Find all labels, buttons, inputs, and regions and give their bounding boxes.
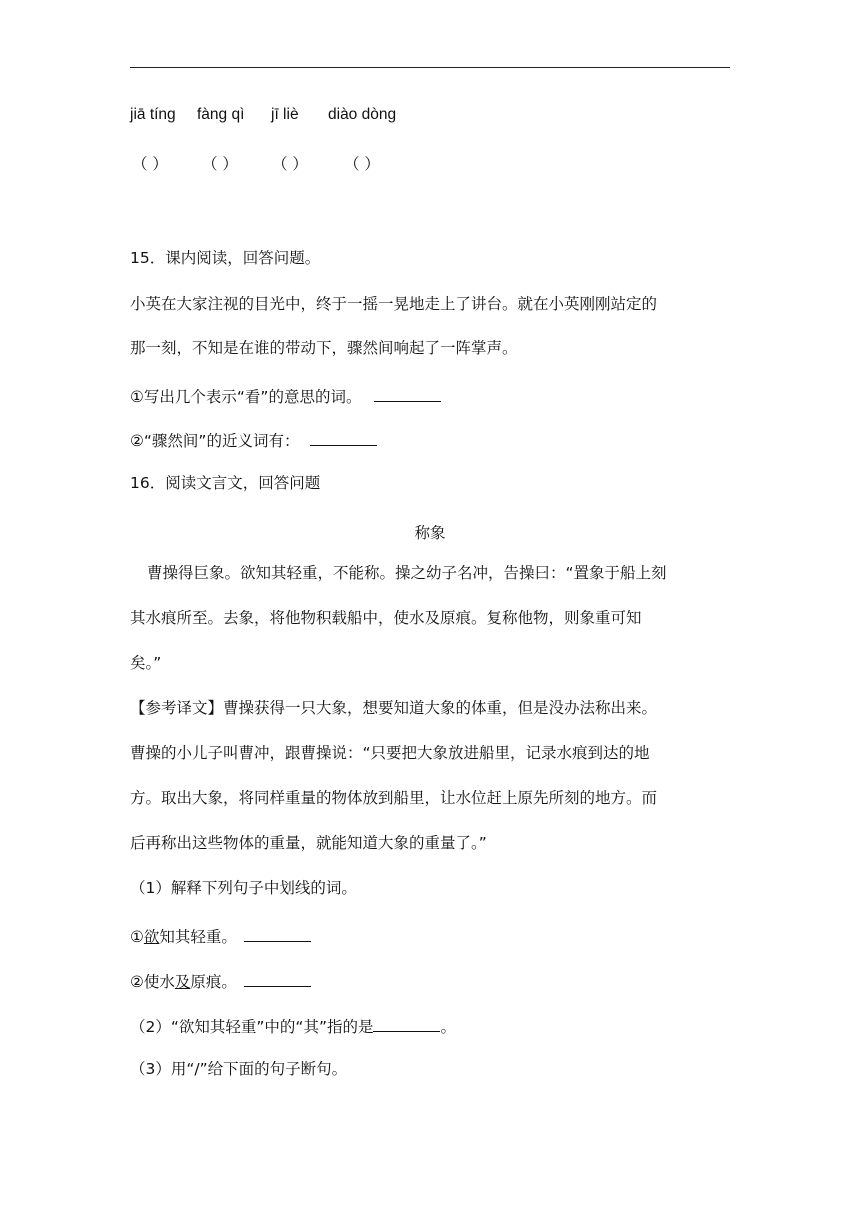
sub-question-1: （1）解释下列句子中划线的词。 bbox=[130, 879, 357, 897]
sub-question-2 bbox=[130, 1017, 456, 1036]
sub-question-1b bbox=[130, 972, 311, 991]
q15-heading: 15．课内阅读，回答问题。 bbox=[130, 249, 321, 267]
classical-text-line-3: 矣。” bbox=[130, 654, 162, 672]
sub-question-3: （3）用“/”给下面的句子断句。 bbox=[130, 1060, 348, 1078]
answer-blank[interactable] bbox=[374, 387, 441, 402]
q15-item-1 bbox=[130, 387, 441, 406]
item-text: ②使水 bbox=[130, 973, 175, 991]
item-text: 知其轻重。 bbox=[159, 928, 237, 946]
classical-text-line-1: 曹操得巨象。欲知其轻重，不能称。操之幼子名冲，告操曰：“置象于船上刻 bbox=[147, 564, 667, 582]
sub-question-1a bbox=[130, 927, 311, 946]
q15-passage-line-2: 那一刻，不知是在谁的带动下，骤然间响起了一阵掌声。 bbox=[130, 339, 518, 357]
answer-blank[interactable] bbox=[310, 431, 377, 446]
translation-line-3: 方。取出大象，将同样重量的物体放到船里，让水位赶上原先所刻的地方。而 bbox=[130, 789, 658, 807]
answer-paren-1[interactable]: （ ） bbox=[132, 155, 168, 173]
item-text: 原痕。 bbox=[190, 973, 237, 991]
translation-line-4: 后再称出这些物体的重量，就能知道大象的重量了。” bbox=[130, 834, 487, 852]
answer-paren-2[interactable]: （ ） bbox=[202, 155, 238, 173]
answer-paren-4[interactable]: （ ） bbox=[344, 155, 380, 173]
underlined-word: 及 bbox=[174, 973, 191, 991]
q15-item-2 bbox=[130, 431, 377, 450]
translation-line-2: 曹操的小儿子叫曹冲，跟曹操说：“只要把大象放进船里，记录水痕到达的地 bbox=[130, 744, 650, 762]
pinyin-3: jī liè bbox=[271, 106, 299, 123]
answer-blank[interactable] bbox=[244, 927, 311, 942]
classical-text-line-2: 其水痕所至。去象，将他物积载船中，使水及原痕。复称他物，则象重可知 bbox=[130, 609, 642, 627]
header-rule bbox=[130, 67, 730, 68]
question-end: 。 bbox=[440, 1018, 456, 1036]
q15-passage-line-1: 小英在大家注视的目光中，终于一摇一晃地走上了讲台。就在小英刚刚站定的 bbox=[130, 295, 658, 313]
question-text: （2）“欲知其轻重”中的“其”指的是 bbox=[130, 1018, 374, 1036]
answer-blank[interactable] bbox=[373, 1017, 440, 1032]
item-number: ① bbox=[130, 928, 144, 946]
q15-item-2-text: ②“骤然间”的近义词有： bbox=[130, 432, 300, 450]
pinyin-1: jiā tíng bbox=[130, 106, 176, 123]
q16-heading: 16．阅读文言文，回答问题 bbox=[130, 474, 321, 492]
pinyin-2: fàng qì bbox=[197, 106, 245, 123]
translation-line-1: 【参考译文】曹操获得一只大象，想要知道大象的体重，但是没办法称出来。 bbox=[130, 699, 658, 717]
pinyin-4: diào dòng bbox=[328, 106, 397, 123]
answer-blank[interactable] bbox=[244, 972, 311, 987]
passage-title: 称象 bbox=[414, 524, 446, 542]
underlined-word: 欲 bbox=[143, 928, 160, 946]
answer-paren-3[interactable]: （ ） bbox=[272, 155, 308, 173]
q15-item-1-text: ①写出几个表示“看”的意思的词。 bbox=[130, 388, 362, 406]
